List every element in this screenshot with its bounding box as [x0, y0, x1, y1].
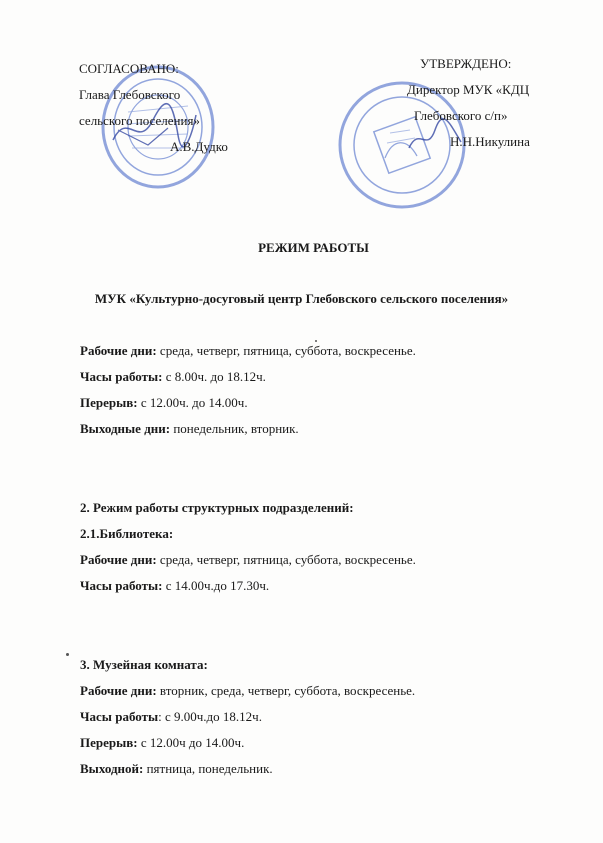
right-line1: Директор МУК «КДЦ — [407, 82, 530, 97]
section3-work-days-value: вторник, среда, четверг, суббота, воскресенье. — [156, 683, 416, 698]
page-title: РЕЖИМ РАБОТЫ — [258, 240, 369, 255]
section2-heading: 2. Режим работы структурных подразделений: — [80, 500, 354, 515]
section3-break — [80, 735, 244, 750]
section3-hours — [80, 709, 262, 724]
section3-work-days — [80, 683, 415, 698]
section3-hours-label: Часы работы — [80, 709, 159, 724]
section2-hours-value: с 14.00ч.до 17.30ч. — [162, 578, 270, 593]
main-days-off-value: понедельник, вторник. — [170, 421, 299, 436]
right-heading: УТВЕРЖДЕНО: — [420, 56, 512, 71]
section2-work-days — [80, 552, 416, 567]
left-signer: А.В.Дудко — [170, 139, 228, 154]
section3-work-days-label: Рабочие дни: — [80, 683, 157, 698]
main-work-days-label: Рабочие дни: — [80, 343, 157, 358]
main-break — [80, 395, 248, 410]
page-subtitle: МУК «Культурно-досуговый центр Глебовского сельского поселения» — [94, 291, 509, 306]
main-work-days-value: среда, четверг, пятница, суббота, воскресенье. — [156, 343, 416, 358]
section3-break-value: с 12.00ч до 14.00ч. — [137, 735, 245, 750]
left-line1: Глава Глебовского — [79, 87, 181, 102]
section2-hours-label: Часы работы: — [80, 578, 163, 593]
main-hours-label: Часы работы: — [80, 369, 163, 384]
section3-heading: 3. Музейная комната: — [80, 657, 208, 672]
main-break-label: Перерыв: — [80, 395, 138, 410]
section3-day-off-value: пятница, понедельник. — [143, 761, 273, 776]
main-days-off — [80, 421, 299, 436]
scan-dot — [66, 653, 69, 656]
section3-day-off — [80, 761, 273, 776]
main-break-value: с 12.00ч. до 14.00ч. — [137, 395, 248, 410]
section2-work-days-label: Рабочие дни: — [80, 552, 157, 567]
right-line2: Глебовского с/п» — [414, 108, 508, 123]
section2-subheading: 2.1.Библиотека: — [80, 526, 174, 541]
right-signer: Н.Н.Никулина — [450, 134, 530, 149]
main-work-days — [80, 343, 416, 358]
section3-hours-value: : с 9.00ч.до 18.12ч. — [158, 709, 262, 724]
main-days-off-label: Выходные дни: — [80, 421, 171, 436]
main-hours-value: с 8.00ч. до 18.12ч. — [162, 369, 266, 384]
left-line2: сельского поселения» — [79, 113, 200, 128]
main-hours — [80, 369, 266, 384]
section2-hours — [80, 578, 269, 593]
section3-break-label: Перерыв: — [80, 735, 138, 750]
section2-work-days-value: среда, четверг, пятница, суббота, воскресенье. — [156, 552, 416, 567]
section3-day-off-label: Выходной: — [80, 761, 144, 776]
left-heading: СОГЛАСОВАНО: — [79, 61, 179, 76]
scan-dot-2 — [315, 340, 317, 342]
